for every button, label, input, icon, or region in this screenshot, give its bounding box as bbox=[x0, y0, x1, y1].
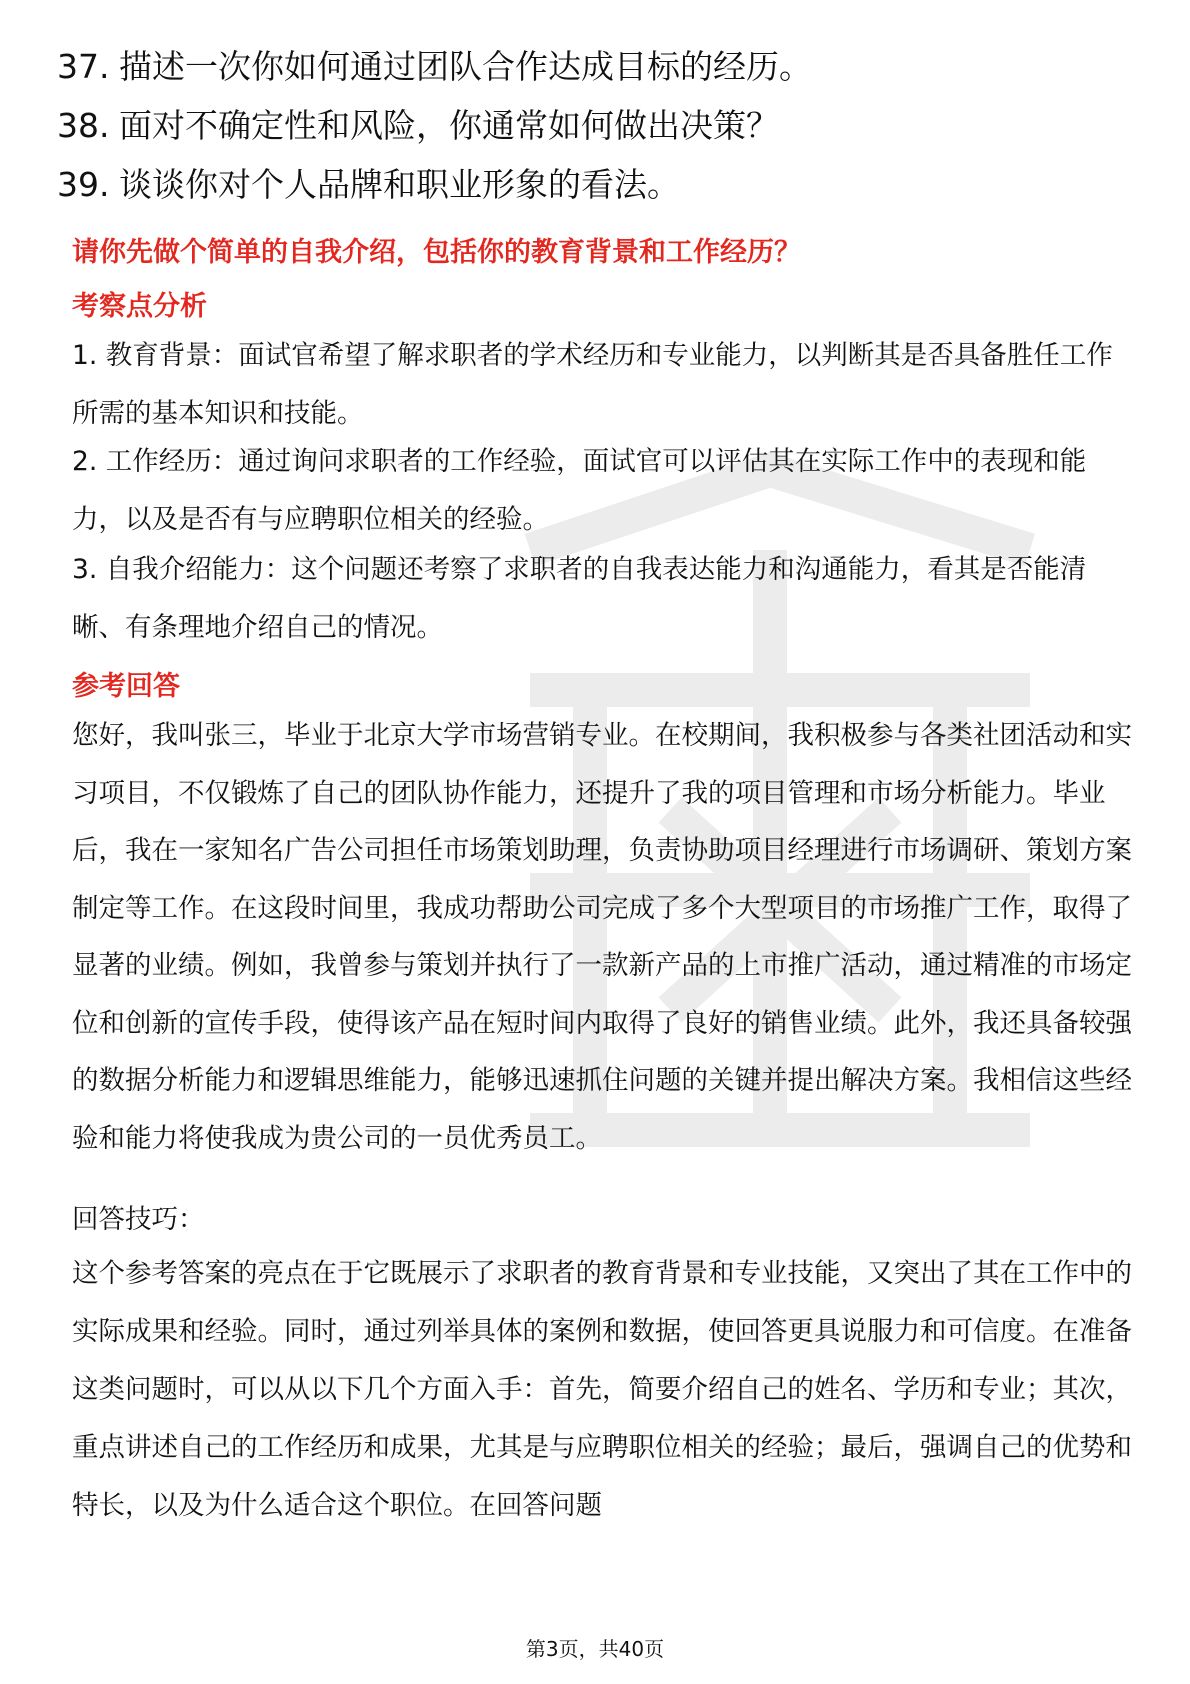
question-number: 37. bbox=[57, 47, 110, 86]
tips-heading: 回答技巧： bbox=[72, 1204, 205, 1235]
reference-heading: 参考回答 bbox=[72, 671, 180, 702]
question-title: 请你先做个简单的自我介绍，包括你的教育背景和工作经历？ bbox=[72, 237, 801, 268]
question-text: 描述一次你如何通过团队合作达成目标的经历。 bbox=[119, 47, 812, 86]
analysis-point: 1. 教育背景：面试官希望了解求职者的学术经历和专业能力，以判断其是否具备胜任工作所需的基本知识和技能。 bbox=[72, 340, 1113, 429]
question-item bbox=[57, 166, 1137, 225]
analysis-point: 3. 自我介绍能力：这个问题还考察了求职者的自我表达能力和沟通能力，看其是否能清晰、有条理地介绍自己的情况。 bbox=[72, 554, 1087, 643]
question-text: 面对不确定性和风险，你通常如何做出决策？ bbox=[119, 106, 779, 145]
page-number: 第3页，共40页 bbox=[525, 1637, 665, 1661]
question-item bbox=[57, 107, 1137, 166]
reference-answer: 您好，我叫张三，毕业于北京大学市场营销专业。在校期间，我积极参与各类社团活动和实习项目，不仅锻炼了自己的团队协作能力，还提升了我的项目管理和市场分析能力。毕业后，我在一家知名广告公司担任市场策划助理，负责协助项目经理进行市场调研、策划方案制定等工作。在这段时间里，我成功帮助公司完成了多个大型项目的市场推广工作，取得了显著的业绩。例如，我曾参与策划并执行了一款新产品的上市推广活动，通过精准的市场定位和创新的宣传手段，使得该产品在短时间内取得了良好的销售业绩。此外，我还具备较强的数据分析能力和逻辑思维能力，能够迅速抓住问题的关键并提出解决方案。我相信这些经验和能力将使我成为贵公司的一员优秀员工。 bbox=[72, 720, 1132, 1154]
question-text: 谈谈你对个人品牌和职业形象的看法。 bbox=[119, 165, 680, 204]
question-item bbox=[57, 48, 1137, 107]
tips-text: 这个参考答案的亮点在于它既展示了求职者的教育背景和专业技能，又突出了其在工作中的实际成果和经验。同时，通过列举具体的案例和数据，使回答更具说服力和可信度。在准备这类问题时，可以从以下几个方面入手：首先，简要介绍自己的姓名、学历和专业；其次，重点讲述自己的工作经历和成果，尤其是与应聘职位相关的经验；最后，强调自己的优势和特长，以及为什么适合这个职位。在回答问题 bbox=[72, 1258, 1132, 1521]
analysis-point: 2. 工作经历：通过询问求职者的工作经验，面试官可以评估其在实际工作中的表现和能力，以及是否有与应聘职位相关的经验。 bbox=[72, 446, 1087, 535]
question-number: 39. bbox=[57, 165, 110, 204]
analysis-heading: 考察点分析 bbox=[72, 291, 207, 322]
question-list bbox=[57, 48, 1137, 225]
question-number: 38. bbox=[57, 106, 110, 145]
